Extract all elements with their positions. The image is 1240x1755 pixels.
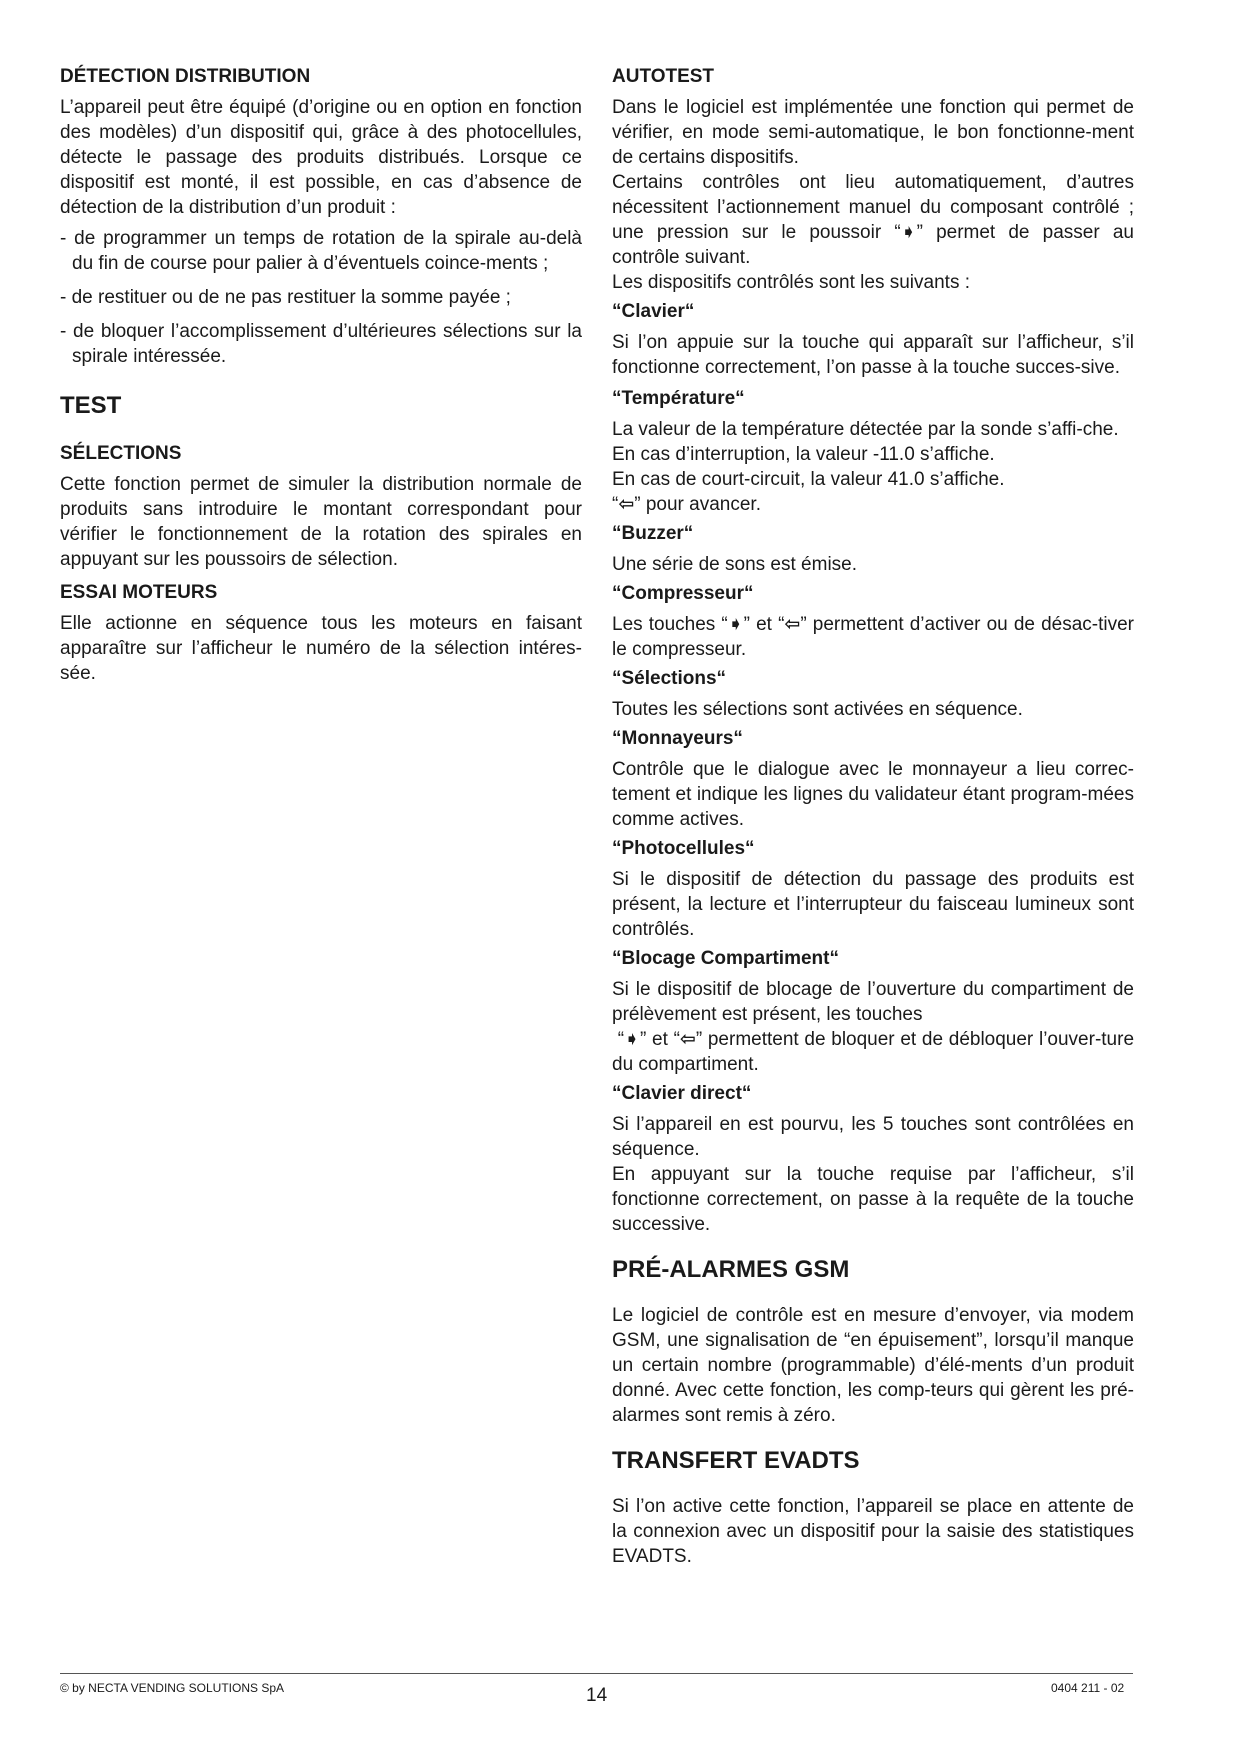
- clavier-direct-paragraph-1: Si l’appareil en est pourvu, les 5 touches sont contrôlées en séquence.: [612, 1114, 1134, 1160]
- subheading-compresseur: “Compresseur“: [612, 583, 754, 604]
- footer-copyright: © by NECTA VENDING SOLUTIONS SpA: [60, 1681, 285, 1695]
- compresseur-text-a: Les touches “: [612, 614, 728, 635]
- detection-item-2: - de restituer ou de ne pas restituer la somme payée ;: [60, 287, 511, 308]
- page-number: 14: [586, 1685, 608, 1706]
- temperature-text-a: “: [612, 494, 619, 515]
- subheading-monnayeurs: “Monnayeurs“: [612, 728, 743, 749]
- subheading-selections: “Sélections“: [612, 668, 727, 689]
- selections-sequence-paragraph: Toutes les sélections sont activées en séquence.: [612, 699, 1023, 720]
- autotest-paragraph-1: Dans le logiciel est implémentée une fonction qui permet de vérifier, en mode semi-automatique, le bon fonctionne-ment de certains dispositifs.: [612, 97, 1134, 168]
- footer-divider: [60, 1673, 1133, 1674]
- temperature-text-b: ” pour avancer.: [634, 494, 761, 515]
- compresseur-paragraph: [612, 612, 1134, 662]
- arrow-right-icon: ➧: [624, 1029, 640, 1050]
- document-code: 0404 211 - 02: [1051, 1681, 1125, 1695]
- left-column: [60, 64, 582, 686]
- blocage-text-d: ” permettent de bloquer et de débloquer l’ouver-ture du compartiment.: [612, 1029, 1135, 1075]
- compresseur-text-c: ” permettent d’activer ou de désac-tiver le compresseur.: [612, 614, 1134, 660]
- heading-detection-distribution: DÉTECTION DISTRIBUTION: [60, 66, 311, 87]
- subheading-clavier: “Clavier“: [612, 301, 695, 322]
- blocage-text-c: ” et “: [639, 1029, 680, 1050]
- buzzer-paragraph: Une série de sons est émise.: [612, 554, 858, 575]
- blocage-paragraph-1: Si le dispositif de blocage de l’ouverture du compartiment de prélèvement est présent, les touches: [612, 979, 1134, 1025]
- monnayeurs-paragraph: Contrôle que le dialogue avec le monnayeur a lieu correc-tement et indique les lignes du validateur étant program-mées comme actives.: [612, 759, 1134, 830]
- clavier-direct-paragraph-2: En appuyant sur la touche requise par l’afficheur, s’il fonctionne correctement, on passe à la requête de la touche successive.: [612, 1164, 1134, 1235]
- clavier-paragraph: Si l’on appuie sur la touche qui apparaît sur l’afficheur, s’il fonctionne correctement, l’on passe à la touche succes-sive.: [612, 332, 1134, 378]
- autotest-paragraph-2: [612, 170, 1134, 270]
- autotest-paragraph-3: Les dispositifs contrôlés sont les suivants :: [612, 272, 971, 293]
- heading-pre-alarmes-gsm: PRÉ-ALARMES GSM: [612, 1256, 850, 1283]
- blocage-text-b: “: [617, 1029, 625, 1050]
- right-column: [612, 64, 1134, 1569]
- arrow-right-icon: ➧: [727, 614, 744, 635]
- heading-test: TEST: [60, 392, 122, 419]
- subheading-temperature: “Température“: [612, 388, 745, 409]
- temperature-paragraph-4: [612, 492, 1134, 517]
- subheading-blocage-compartiment: “Blocage Compartiment“: [612, 948, 839, 969]
- selections-paragraph: Cette fonction permet de simuler la distribution normale de produits sans introduire le montant correspondant pour vérifier le fonctionnement de la rotation des spirales en appuyant sur les poussoirs de sélection.: [60, 474, 582, 570]
- subheading-buzzer: “Buzzer“: [612, 523, 694, 544]
- detection-item-3: - de bloquer l’accomplissement d’ultérieures sélections sur la spirale intéressée.: [60, 321, 582, 367]
- detection-paragraph: L’appareil peut être équipé (d’origine ou en option en fonction des modèles) d’un dispositif qui, grâce à des photocellules, détecte le passage des produits distribués. Lorsque ce dispositif est monté, il est possible, en cas d’absence de détection de la distribution d’un produit :: [60, 97, 582, 218]
- autotest-text-b: ” permet de passer au contrôle suivant.: [612, 222, 1134, 268]
- autotest-text-a: Certains contrôles ont lieu automatiquement, d’autres nécessitent l’actionnement manuel du composant contrôlé ; une pression sur le poussoir “: [612, 172, 1134, 243]
- detection-item-1: - de programmer un temps de rotation de la spirale au-delà du fin de course pour palier à d’éventuels coince-ments ;: [60, 228, 582, 274]
- temperature-paragraph-2: En cas d’interruption, la valeur -11.0 s’affiche.: [612, 444, 995, 465]
- temperature-paragraph-1: La valeur de la température détectée par la sonde s’affi-che.: [612, 419, 1119, 440]
- temperature-paragraph-3: En cas de court-circuit, la valeur 41.0 s’affiche.: [612, 469, 1005, 490]
- heading-essai-moteurs: ESSAI MOTEURS: [60, 582, 218, 603]
- evadts-paragraph: Si l’on active cette fonction, l’appareil se place en attente de la connexion avec un dispositif pour la saisie des statistiques EVADTS.: [612, 1496, 1134, 1567]
- arrow-right-icon: ➧: [900, 222, 917, 243]
- subheading-clavier-direct: “Clavier direct“: [612, 1083, 752, 1104]
- heading-autotest: AUTOTEST: [612, 66, 715, 87]
- photocellules-paragraph: Si le dispositif de détection du passage des produits est présent, la lecture et l’interrupteur du faisceau lumineux sont contrôlés.: [612, 869, 1134, 940]
- arrow-left-icon: ⇦: [679, 1029, 696, 1050]
- subheading-photocellules: “Photocellules“: [612, 838, 755, 859]
- gsm-paragraph: Le logiciel de contrôle est en mesure d’envoyer, via modem GSM, une signalisation de “en épuisement”, lorsqu’il manque un certain nombre (programmable) d’élé-ments d’un produit donné. Avec cette fonction, les comp-teurs qui gèrent les pré-alarmes sont remis à zéro.: [612, 1305, 1134, 1426]
- arrow-left-icon: ⇦: [618, 494, 635, 515]
- compresseur-text-b: ” et “: [743, 614, 785, 635]
- blocage-paragraph-2: [612, 1027, 1134, 1077]
- arrow-left-icon: ⇦: [784, 614, 801, 635]
- essai-moteurs-paragraph: Elle actionne en séquence tous les moteurs en faisant apparaître sur l’afficheur le numéro de la sélection intéres-sée.: [60, 613, 582, 684]
- heading-transfert-evadts: TRANSFERT EVADTS: [612, 1447, 860, 1474]
- heading-selections: SÉLECTIONS: [60, 443, 182, 464]
